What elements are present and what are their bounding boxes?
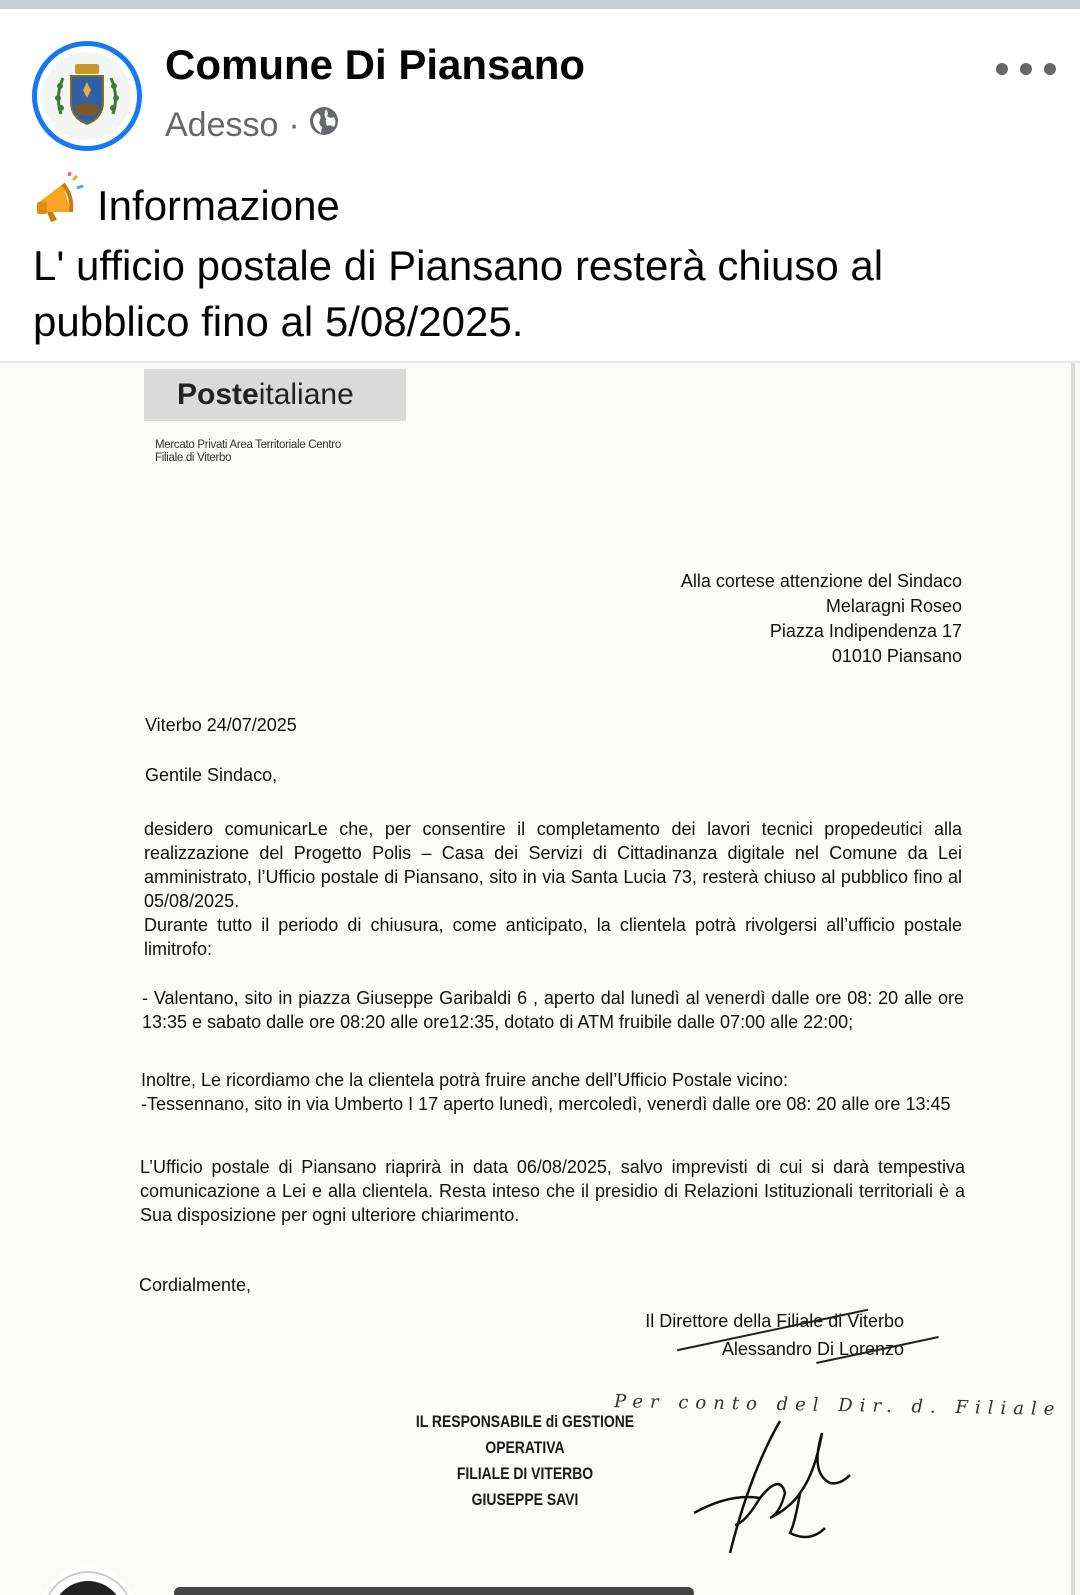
globe-icon[interactable] [308, 105, 340, 146]
attached-letter-image[interactable] [0, 363, 1080, 1595]
megaphone-icon [33, 172, 87, 238]
post-text-line: pubblico fino al 5/08/2025. [33, 298, 524, 345]
letter-greeting: Gentile Sindaco, [145, 765, 278, 785]
letter-paragraph: - Valentano, sito in piazza Giuseppe Garibaldi 6 , aperto dal lunedì al venerdì dalle ore 08: 20 alle ore 13:35 e sabato dalle ore 08:20 alle ore12:35, dotato di ATM fruibile dalle 07:00 alle 22:00; [142, 988, 964, 1032]
top-strip [0, 0, 1080, 9]
post-text-line: L' ufficio postale di Piansano resterà chiuso al [33, 242, 884, 289]
handwritten-note: Per conto del Dir. d. Filiale [613, 1391, 1062, 1420]
coat-of-arms-icon [43, 52, 131, 140]
paper-edge [1071, 363, 1075, 1595]
director-signature-block: Il Direttore della Filiale di Viterbo Alessandro Di Lorenzo [645, 1307, 904, 1363]
official-stamp: IL RESPONSABILE di GESTIONE OPERATIVA FILIALE DI VITERBO GIUSEPPE SAVI [415, 1412, 635, 1509]
post-text [33, 172, 1053, 350]
sender-info: Mercato Privati Area Territoriale Centro Filiale di Viterbo [155, 439, 341, 464]
handwritten-signature [690, 1413, 860, 1563]
post-heading: Informazione [97, 182, 340, 229]
letter-paragraph: desidero comunicarLe che, per consentire il completamento dei lavori tecnici propedeutici alla realizzazione del Progetto Polis – Casa dei Servizi di Cittadinanza digitale nel Comune da Lei amministrato, l’Ufficio postale di Piansano, sito in via Santa Lucia 73, resterà chiuso al pubblico fino al 05/08/2025. Durante tutto il periodo di chiusura, come anticipato, la clientela potrà rivolgersi all’ufficio postale limitrofo: [144, 819, 962, 959]
post-header [0, 9, 1080, 159]
poste-italiane-logo: Poste italiane [144, 369, 406, 421]
more-options-icon[interactable] [996, 49, 1056, 89]
letter-date: Viterbo 24/07/2025 [145, 715, 297, 735]
bottom-bar [174, 1587, 694, 1595]
page-name[interactable]: Comune Di Piansano [165, 41, 586, 88]
timestamp[interactable]: Adesso [165, 106, 279, 144]
addressee-block: Alla cortese attenzione del Sindaco Melaragni Roseo Piazza Indipendenza 17 01010 Piansano [680, 571, 962, 666]
letter-paragraph: Inoltre, Le ricordiamo che la clientela potrà fruire anche dell’Ufficio Postale vicino: -Tessennano, sito in via Umberto I 17 aperto lunedì, mercoledì, venerdì dalle ore 08: 20 alle ore 13:45 [141, 1070, 951, 1114]
post-meta [165, 105, 340, 146]
meta-separator: · [288, 106, 300, 144]
letter-closing: Cordialmente, [139, 1275, 252, 1295]
letter-paragraph: L’Ufficio postale di Piansano riaprirà in data 06/08/2025, salvo imprevisti di cui si darà tempestiva comunicazione a Lei e alla clientela. Resta inteso che il presidio di Relazioni Istituzionali territoriali è a Sua disposizione per ogni ulteriore chiarimento. [140, 1157, 965, 1225]
avatar[interactable] [32, 41, 142, 151]
